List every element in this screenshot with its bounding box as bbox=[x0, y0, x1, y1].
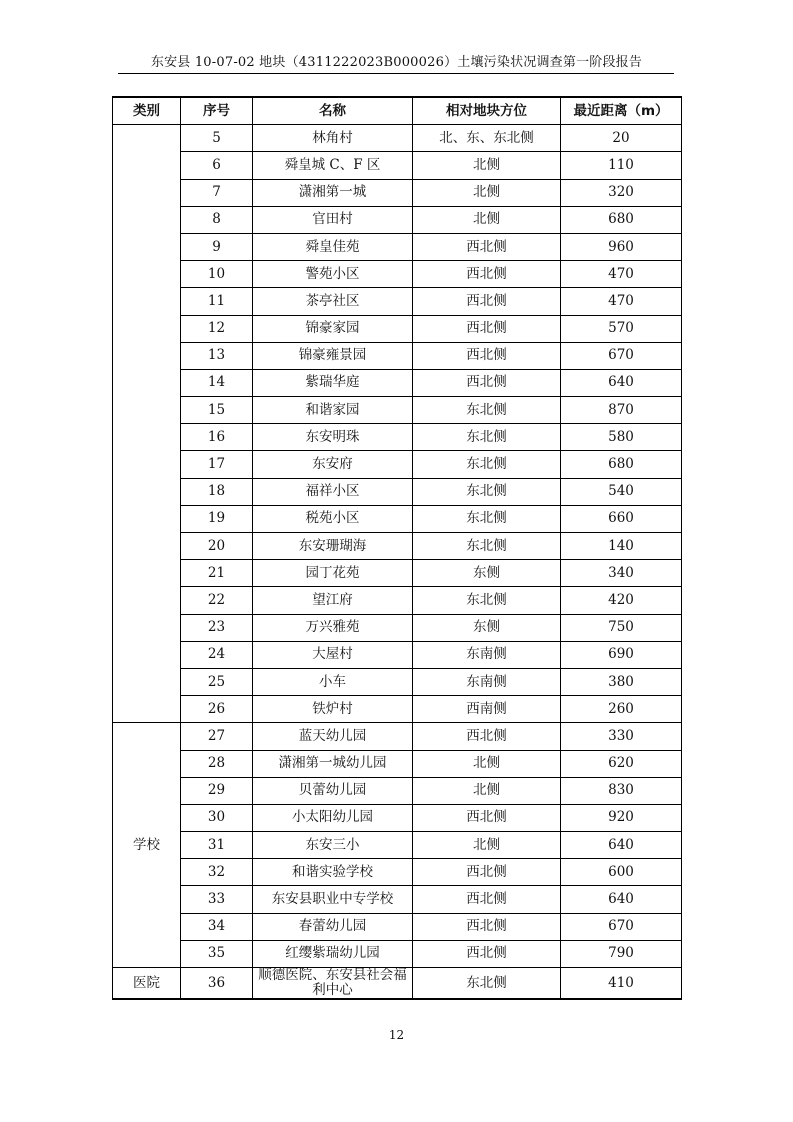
direction-cell: 东北侧 bbox=[413, 968, 561, 1000]
name-text: 舜皇佳苑 bbox=[305, 238, 360, 255]
name-text: 东安府 bbox=[312, 456, 353, 473]
distance-cell: 600 bbox=[561, 859, 682, 886]
name-text: 铁炉村 bbox=[312, 700, 353, 717]
number-cell: 30 bbox=[181, 804, 253, 831]
name-cell bbox=[253, 560, 413, 587]
name-cell bbox=[253, 125, 413, 152]
number-cell: 20 bbox=[181, 533, 253, 560]
number-cell: 12 bbox=[181, 315, 253, 342]
distance-cell: 340 bbox=[561, 560, 682, 587]
column-header-category: 类别 bbox=[113, 97, 181, 125]
number-cell: 7 bbox=[181, 179, 253, 206]
name-cell bbox=[253, 533, 413, 560]
direction-cell: 西北侧 bbox=[413, 288, 561, 315]
direction-cell: 西北侧 bbox=[413, 723, 561, 750]
name-text: 望江府 bbox=[312, 591, 353, 608]
direction-cell: 北侧 bbox=[413, 777, 561, 804]
name-cell bbox=[253, 968, 413, 1000]
column-header-number: 序号 bbox=[181, 97, 253, 125]
name-text: 东安县职业中专学校 bbox=[271, 891, 394, 908]
direction-cell: 西北侧 bbox=[413, 940, 561, 967]
table-row bbox=[113, 233, 682, 260]
name-text: 和谐家园 bbox=[305, 401, 360, 418]
table-row bbox=[113, 886, 682, 913]
table-row bbox=[113, 587, 682, 614]
name-cell bbox=[253, 206, 413, 233]
distance-cell: 640 bbox=[561, 886, 682, 913]
direction-cell: 北侧 bbox=[413, 750, 561, 777]
name-cell bbox=[253, 804, 413, 831]
direction-cell: 东北侧 bbox=[413, 397, 561, 424]
number-cell: 17 bbox=[181, 451, 253, 478]
distance-cell: 790 bbox=[561, 940, 682, 967]
name-text: 红缨紫瑞幼儿园 bbox=[285, 945, 380, 962]
name-cell bbox=[253, 451, 413, 478]
table-row bbox=[113, 804, 682, 831]
table-row bbox=[113, 614, 682, 641]
name-text: 小太阳幼儿园 bbox=[292, 809, 373, 826]
number-cell: 25 bbox=[181, 668, 253, 695]
distance-cell: 540 bbox=[561, 478, 682, 505]
name-cell bbox=[253, 723, 413, 750]
direction-cell: 北侧 bbox=[413, 206, 561, 233]
column-header-distance: 最近距离（m） bbox=[561, 97, 682, 125]
table-row bbox=[113, 424, 682, 451]
number-cell: 11 bbox=[181, 288, 253, 315]
table-row bbox=[113, 723, 682, 750]
table-row bbox=[113, 750, 682, 777]
name-text: 紫瑞华庭 bbox=[305, 374, 360, 391]
number-cell: 19 bbox=[181, 505, 253, 532]
number-cell: 18 bbox=[181, 478, 253, 505]
name-text: 税苑小区 bbox=[305, 510, 360, 527]
distance-cell: 620 bbox=[561, 750, 682, 777]
name-cell bbox=[253, 587, 413, 614]
category-cell bbox=[113, 125, 181, 723]
distance-cell: 640 bbox=[561, 832, 682, 859]
table-row bbox=[113, 505, 682, 532]
distance-cell: 830 bbox=[561, 777, 682, 804]
direction-cell: 北、东、东北侧 bbox=[413, 125, 561, 152]
distance-cell: 580 bbox=[561, 424, 682, 451]
name-cell bbox=[253, 424, 413, 451]
table-row bbox=[113, 913, 682, 940]
number-cell: 10 bbox=[181, 261, 253, 288]
distance-cell: 680 bbox=[561, 206, 682, 233]
distance-cell: 960 bbox=[561, 233, 682, 260]
column-header-direction: 相对地块方位 bbox=[413, 97, 561, 125]
distance-cell: 140 bbox=[561, 533, 682, 560]
distance-cell: 470 bbox=[561, 261, 682, 288]
name-cell bbox=[253, 288, 413, 315]
number-cell: 32 bbox=[181, 859, 253, 886]
distance-cell: 680 bbox=[561, 451, 682, 478]
number-cell: 5 bbox=[181, 125, 253, 152]
direction-cell: 东北侧 bbox=[413, 478, 561, 505]
number-cell: 24 bbox=[181, 641, 253, 668]
category-cell: 学校 bbox=[113, 723, 181, 968]
table-row bbox=[113, 560, 682, 587]
number-cell: 29 bbox=[181, 777, 253, 804]
number-cell: 33 bbox=[181, 886, 253, 913]
table-row bbox=[113, 641, 682, 668]
number-cell: 13 bbox=[181, 342, 253, 369]
direction-cell: 西北侧 bbox=[413, 315, 561, 342]
number-cell: 6 bbox=[181, 152, 253, 179]
distance-cell: 320 bbox=[561, 179, 682, 206]
name-text: 林角村 bbox=[312, 129, 353, 146]
name-text: 东安三小 bbox=[305, 836, 360, 853]
number-cell: 22 bbox=[181, 587, 253, 614]
distance-cell: 420 bbox=[561, 587, 682, 614]
direction-cell: 西北侧 bbox=[413, 369, 561, 396]
number-cell: 23 bbox=[181, 614, 253, 641]
number-cell: 36 bbox=[181, 968, 253, 1000]
page-header-title: 东安县 10-07-02 地块（4311222023B000026）土壤污染状况调查第一阶段报告 bbox=[150, 55, 643, 70]
distance-cell: 750 bbox=[561, 614, 682, 641]
direction-cell: 西北侧 bbox=[413, 859, 561, 886]
direction-cell: 北侧 bbox=[413, 152, 561, 179]
number-cell: 21 bbox=[181, 560, 253, 587]
table-row bbox=[113, 342, 682, 369]
name-cell bbox=[253, 342, 413, 369]
name-cell bbox=[253, 478, 413, 505]
direction-cell: 西北侧 bbox=[413, 261, 561, 288]
table-row bbox=[113, 315, 682, 342]
distance-cell: 330 bbox=[561, 723, 682, 750]
table-row bbox=[113, 696, 682, 723]
name-cell bbox=[253, 641, 413, 668]
table-row bbox=[113, 478, 682, 505]
table-row bbox=[113, 397, 682, 424]
name-cell bbox=[253, 913, 413, 940]
name-cell bbox=[253, 777, 413, 804]
table-row bbox=[113, 261, 682, 288]
distance-cell: 670 bbox=[561, 342, 682, 369]
number-cell: 9 bbox=[181, 233, 253, 260]
number-cell: 31 bbox=[181, 832, 253, 859]
number-cell: 16 bbox=[181, 424, 253, 451]
table-row bbox=[113, 940, 682, 967]
name-text: 春蕾幼儿园 bbox=[298, 918, 367, 935]
name-cell bbox=[253, 859, 413, 886]
distance-cell: 570 bbox=[561, 315, 682, 342]
distance-cell: 470 bbox=[561, 288, 682, 315]
name-text: 小车 bbox=[319, 673, 346, 690]
number-cell: 8 bbox=[181, 206, 253, 233]
direction-cell: 东北侧 bbox=[413, 424, 561, 451]
table-header-row bbox=[113, 97, 682, 125]
name-text: 万兴雅苑 bbox=[305, 619, 360, 636]
number-cell: 34 bbox=[181, 913, 253, 940]
name-text: 潇湘第一城幼儿园 bbox=[278, 755, 387, 772]
direction-cell: 东侧 bbox=[413, 614, 561, 641]
table-row bbox=[113, 832, 682, 859]
distance-cell: 410 bbox=[561, 968, 682, 1000]
name-text: 大屋村 bbox=[312, 646, 353, 663]
name-cell bbox=[253, 886, 413, 913]
name-cell bbox=[253, 397, 413, 424]
direction-cell: 北侧 bbox=[413, 179, 561, 206]
name-text: 舜皇城 C、F 区 bbox=[284, 156, 381, 173]
table-row bbox=[113, 125, 682, 152]
name-cell bbox=[253, 614, 413, 641]
distance-cell: 920 bbox=[561, 804, 682, 831]
direction-cell: 西北侧 bbox=[413, 886, 561, 913]
name-cell bbox=[253, 179, 413, 206]
direction-cell: 西北侧 bbox=[413, 342, 561, 369]
table-row bbox=[113, 179, 682, 206]
direction-cell: 西南侧 bbox=[413, 696, 561, 723]
table-body bbox=[113, 125, 682, 999]
direction-cell: 东北侧 bbox=[413, 587, 561, 614]
name-cell bbox=[253, 668, 413, 695]
name-text: 贝蕾幼儿园 bbox=[298, 782, 367, 799]
table-row bbox=[113, 533, 682, 560]
distance-cell: 690 bbox=[561, 641, 682, 668]
table-row bbox=[113, 777, 682, 804]
distance-cell: 870 bbox=[561, 397, 682, 424]
name-text: 东安珊瑚海 bbox=[298, 537, 367, 554]
name-text: 官田村 bbox=[312, 211, 353, 228]
number-cell: 27 bbox=[181, 723, 253, 750]
name-text: 警苑小区 bbox=[305, 265, 360, 282]
table-row bbox=[113, 668, 682, 695]
name-text: 和谐实验学校 bbox=[292, 863, 373, 880]
name-text: 福祥小区 bbox=[305, 483, 360, 500]
name-cell bbox=[253, 750, 413, 777]
name-text: 锦豪雍景园 bbox=[298, 347, 367, 364]
name-cell bbox=[253, 369, 413, 396]
header-divider bbox=[118, 73, 674, 74]
direction-cell: 东南侧 bbox=[413, 641, 561, 668]
distance-cell: 660 bbox=[561, 505, 682, 532]
number-cell: 28 bbox=[181, 750, 253, 777]
direction-cell: 北侧 bbox=[413, 832, 561, 859]
number-cell: 15 bbox=[181, 397, 253, 424]
name-cell bbox=[253, 505, 413, 532]
category-cell: 医院 bbox=[113, 968, 181, 1000]
direction-cell: 东侧 bbox=[413, 560, 561, 587]
name-cell bbox=[253, 152, 413, 179]
name-cell bbox=[253, 832, 413, 859]
name-cell bbox=[253, 940, 413, 967]
table-row bbox=[113, 859, 682, 886]
name-text: 园丁花苑 bbox=[305, 564, 360, 581]
direction-cell: 东北侧 bbox=[413, 451, 561, 478]
direction-cell: 西北侧 bbox=[413, 233, 561, 260]
name-cell bbox=[253, 261, 413, 288]
direction-cell: 东北侧 bbox=[413, 533, 561, 560]
distance-cell: 260 bbox=[561, 696, 682, 723]
direction-cell: 西北侧 bbox=[413, 804, 561, 831]
sensitive-receptors-table bbox=[112, 96, 682, 1000]
distance-cell: 640 bbox=[561, 369, 682, 396]
table-row bbox=[113, 288, 682, 315]
distance-cell: 20 bbox=[561, 125, 682, 152]
table-row bbox=[113, 369, 682, 396]
name-cell bbox=[253, 696, 413, 723]
name-text: 顺德医院、东安县社会福利中心 bbox=[258, 967, 407, 998]
distance-cell: 110 bbox=[561, 152, 682, 179]
name-cell bbox=[253, 315, 413, 342]
name-text: 蓝天幼儿园 bbox=[298, 727, 367, 744]
name-text: 东安明珠 bbox=[305, 428, 360, 445]
table-row bbox=[113, 206, 682, 233]
direction-cell: 西北侧 bbox=[413, 913, 561, 940]
number-cell: 14 bbox=[181, 369, 253, 396]
column-header-name: 名称 bbox=[253, 97, 413, 125]
name-text: 茶亭社区 bbox=[305, 292, 360, 309]
direction-cell: 东南侧 bbox=[413, 668, 561, 695]
number-cell: 35 bbox=[181, 940, 253, 967]
name-text: 潇湘第一城 bbox=[298, 184, 367, 201]
name-cell bbox=[253, 233, 413, 260]
table-row bbox=[113, 451, 682, 478]
page-number: 12 bbox=[388, 1028, 405, 1042]
distance-cell: 670 bbox=[561, 913, 682, 940]
table-row bbox=[113, 152, 682, 179]
name-text: 锦豪家园 bbox=[305, 320, 360, 337]
number-cell: 26 bbox=[181, 696, 253, 723]
direction-cell: 东北侧 bbox=[413, 505, 561, 532]
distance-cell: 380 bbox=[561, 668, 682, 695]
table-row bbox=[113, 968, 682, 1000]
